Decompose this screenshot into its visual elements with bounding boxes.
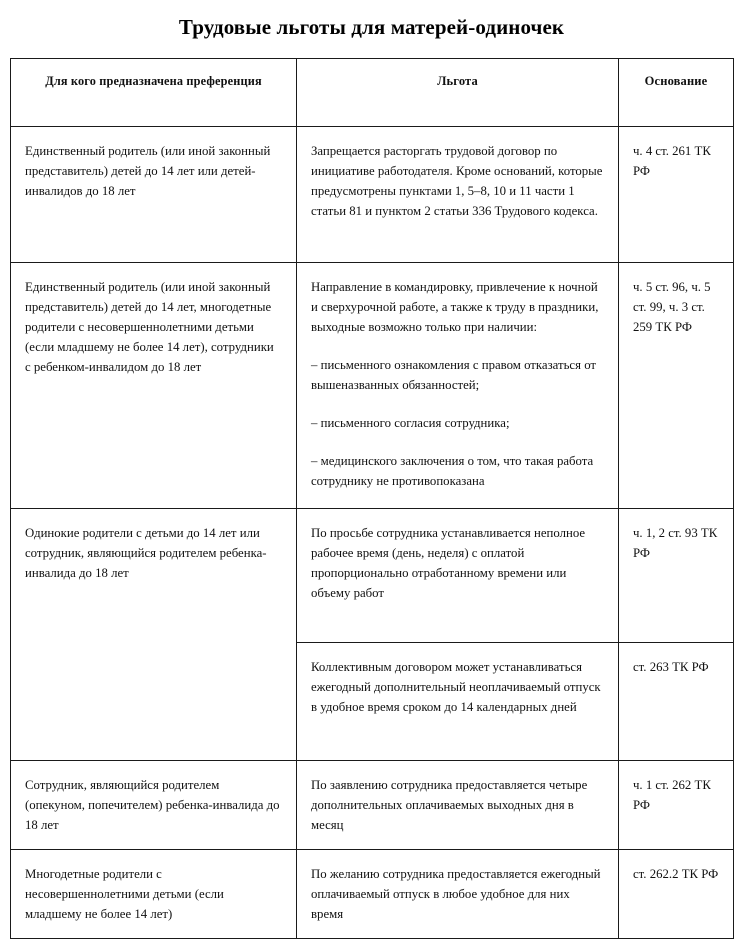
- cell-who: Сотрудник, являющийся родителем (опекуном, попечителем) ребенка-инвалида до 18 лет: [11, 761, 297, 850]
- table-row: [11, 127, 734, 263]
- cell-basis: ч. 5 ст. 96, ч. 5 ст. 99, ч. 3 ст. 259 ТК РФ: [619, 263, 734, 509]
- page-title: Трудовые льготы для матерей-одиночек: [178, 15, 565, 39]
- table-row: [11, 761, 734, 850]
- benefit-paragraph: – медицинского заключения о том, что такая работа сотруднику не противопоказана: [311, 454, 594, 488]
- benefit-paragraph: По заявлению сотрудника предоставляется четыре дополнительных оплачиваемых выходных дня в месяц: [311, 778, 588, 832]
- cell-who: Одинокие родители с детьми до 14 лет или сотрудник, являющийся родителем ребенка-инвалида до 18 лет: [11, 509, 297, 761]
- table-row: [11, 509, 734, 643]
- cell-who: Единственный родитель (или иной законный представитель) детей до 14 лет или детей-инвалидов до 18 лет: [11, 127, 297, 263]
- cell-basis: ст. 262.2 ТК РФ: [619, 850, 734, 939]
- cell-who: Единственный родитель (или иной законный представитель) детей до 14 лет, многодетные родители с несовершеннолетними детьми (если младшему не более 14 лет), сотрудники с ребенком-инвалидом до 18 лет: [11, 263, 297, 509]
- benefit-paragraph: По просьбе сотрудника устанавливается неполное рабочее время (день, неделя) с оплатой пропорционально отработанному времени или объему работ: [311, 526, 586, 600]
- cell-benefit: [297, 643, 619, 761]
- cell-benefit: [297, 761, 619, 850]
- cell-benefit: [297, 127, 619, 263]
- cell-who: Многодетные родители с несовершеннолетними детьми (если младшему не более 14 лет): [11, 850, 297, 939]
- benefit-paragraph: Направление в командировку, привлечение к ночной и сверхурочной работе, а также к труду в праздники, выходные возможно только при наличии:: [311, 280, 599, 334]
- benefit-paragraph: Запрещается расторгать трудовой договор по инициативе работодателя. Кроме оснований, которые предусмотрены пунктами 1, 5–8, 10 и 11 части 1 статьи 81 и пунктом 2 статьи 336 Трудового кодекса.: [311, 144, 603, 218]
- table-row: [11, 850, 734, 939]
- benefit-paragraph: – письменного ознакомления с правом отказаться от вышеназванных обязанностей;: [311, 358, 597, 392]
- cell-benefit: [297, 509, 619, 643]
- column-header-who: Для кого предназначена преференция: [11, 59, 297, 127]
- benefit-paragraph: – письменного согласия сотрудника;: [311, 416, 510, 430]
- table-header: [11, 59, 734, 127]
- header-row: [11, 59, 734, 127]
- cell-basis: ч. 1, 2 ст. 93 ТК РФ: [619, 509, 734, 643]
- cell-basis: ст. 263 ТК РФ: [619, 643, 734, 761]
- table-body: [11, 127, 734, 939]
- benefit-paragraph: Коллективным договором может устанавливаться ежегодный дополнительный неоплачиваемый отпуск в удобное время сроком до 14 календарных дней: [311, 660, 601, 714]
- cell-benefit: [297, 263, 619, 509]
- table-row: [11, 263, 734, 509]
- benefit-paragraph: По желанию сотрудника предоставляется ежегодный оплачиваемый отпуск в любое удобное для них время: [311, 867, 601, 921]
- column-header-basis: Основание: [619, 59, 734, 127]
- table-container: [0, 40, 743, 939]
- column-header-benefit: Льгота: [297, 59, 619, 127]
- cell-basis: ч. 4 ст. 261 ТК РФ: [619, 127, 734, 263]
- cell-basis: ч. 1 ст. 262 ТК РФ: [619, 761, 734, 850]
- cell-benefit: [297, 850, 619, 939]
- labor-benefits-table: [10, 58, 734, 939]
